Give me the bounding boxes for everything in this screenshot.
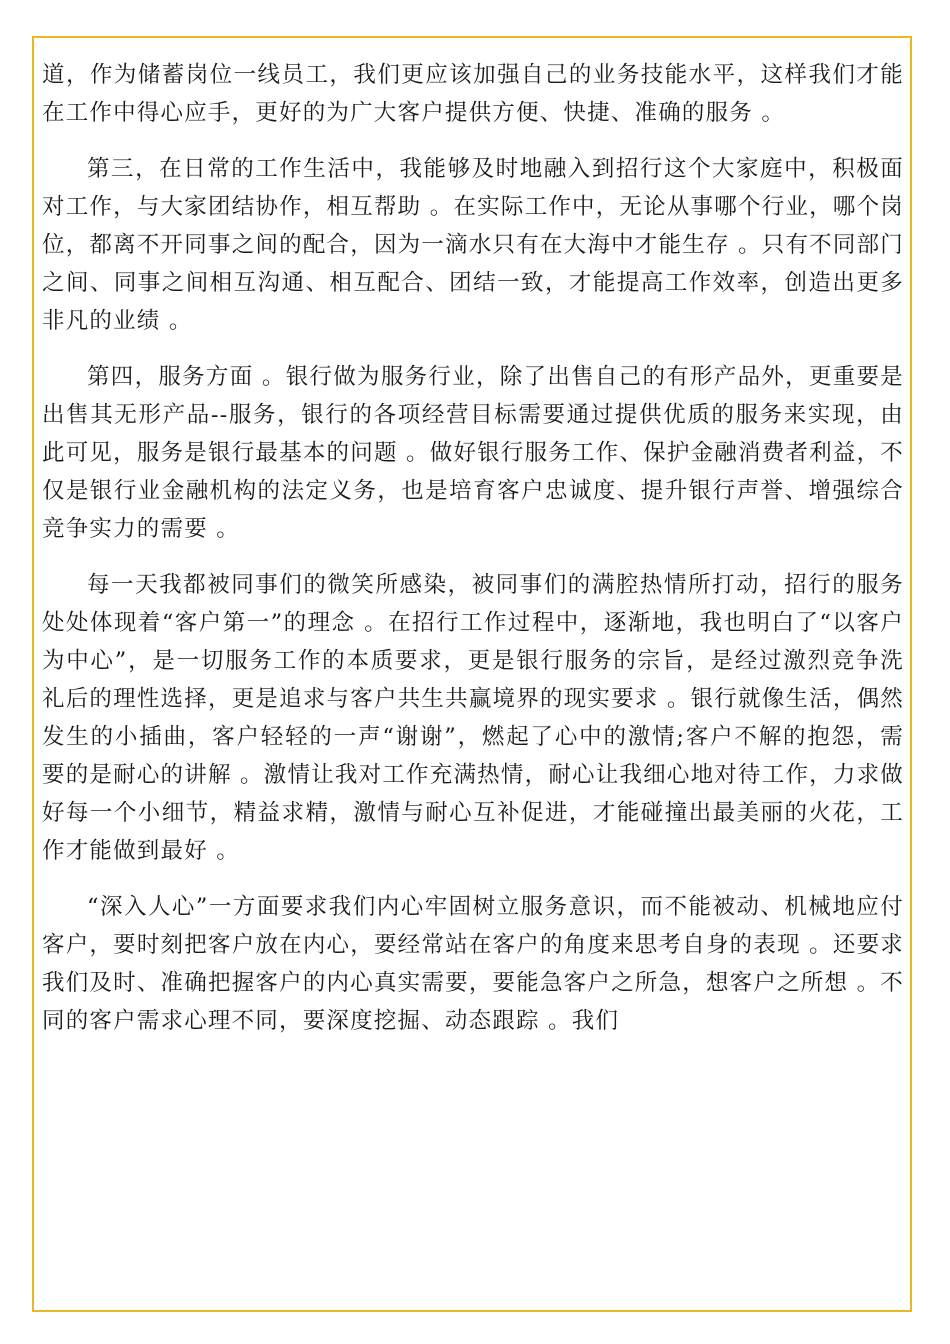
paragraph-2: 第三，在日常的工作生活中，我能够及时地融入到招行这个大家庭中，积极面对工作，与大家团结协作，相互帮助 。在实际工作中，无论从事哪个行业，哪个岗位，都离不开同事之间的配合，因为一滴水只有在大海中才能生存 。只有不同部门之间、同事之间相互沟通、相互配合、团结一致，才能提高工作效率，创造出更多非凡的业绩 。 [42, 156, 904, 334]
document-body [34, 38, 910, 1040]
paragraph-4: 每一天我都被同事们的微笑所感染，被同事们的满腔热情所打动，招行的服务处处体现着“客户第一”的理念 。在招行工作过程中，逐渐地，我也明白了“以客户为中心”，是一切服务工作的本质要求，更是银行服务的宗旨，是经过激烈竞争洗礼后的理性选择，更是追求与客户共生共赢境界的现实要求 。银行就像生活，偶然发生的小插曲，客户轻轻的一声“谢谢”，燃起了心中的激情;客户不解的抱怨，需要的是耐心的讲解 。激情让我对工作充满热情，耐心让我细心地对待工作，力求做好每一个小细节，精益求精，激情与耐心互补促进，才能碰撞出最美丽的火花，工作才能做到最好 。 [42, 572, 904, 864]
paragraph-1: 道，作为储蓄岗位一线员工，我们更应该加强自己的业务技能水平，这样我们才能在工作中得心应手，更好的为广大客户提供方便、快捷、准确的服务 。 [42, 62, 904, 126]
paragraph-3: 第四，服务方面 。银行做为服务行业，除了出售自己的有形产品外，更重要是出售其无形产品--服务，银行的各项经营目标需要通过提供优质的服务来实现，由此可见，服务是银行最基本的问题 。做好银行服务工作、保护金融消费者利益，不仅是银行业金融机构的法定义务，也是培育客户忠诚度、提升银行声誉、增强综合竞争实力的需要 。 [42, 364, 904, 542]
page-frame [32, 36, 912, 1312]
paragraph-5: “深入人心”一方面要求我们内心牢固树立服务意识，而不能被动、机械地应付客户，要时刻把客户放在内心，要经常站在客户的角度来思考自身的表现 。还要求我们及时、准确把握客户的内心真实需要，要能急客户之所急，想客户之所想 。不同的客户需求心理不同，要深度挖掘、动态跟踪 。我们 [42, 894, 904, 1034]
